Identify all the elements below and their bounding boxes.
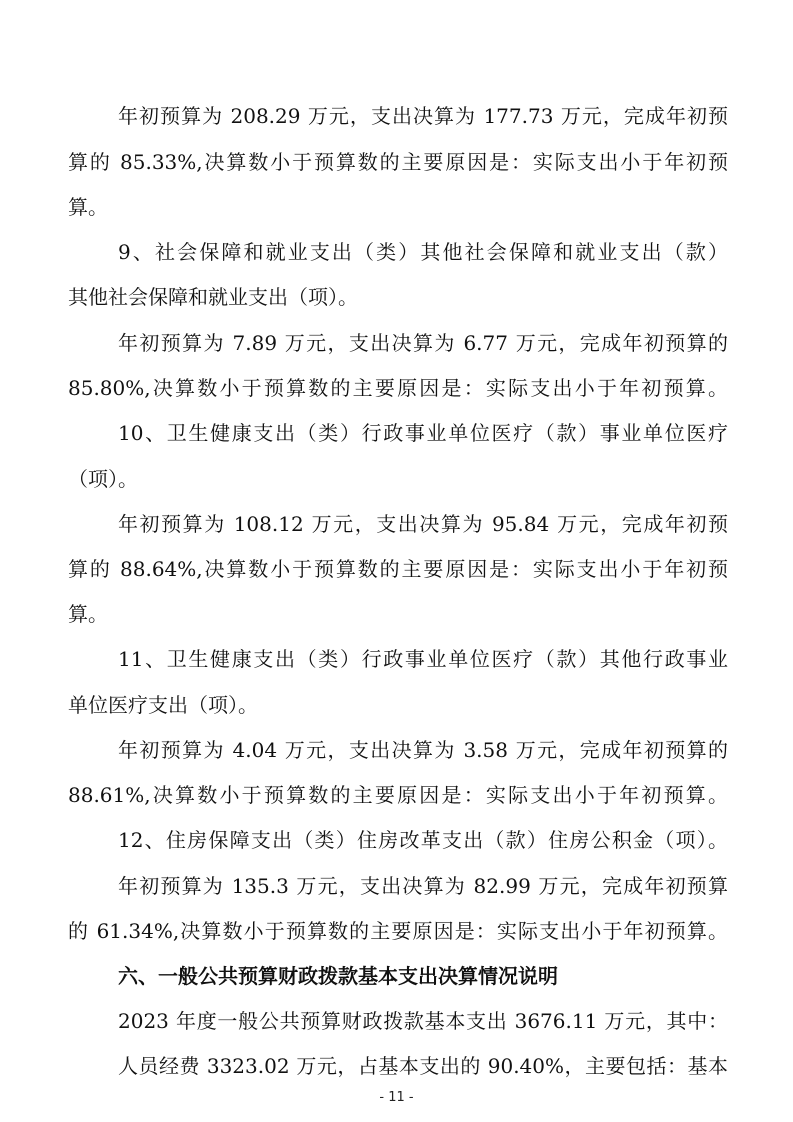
item-heading-line: 9、社会保障和就业支出（类）其他社会保障和就业支出（款） [118,240,728,264]
paragraph-line: 年初预算为 208.29 万元，支出决算为 177.73 万元，完成年初预 [118,104,728,128]
paragraph-line: 算的 85.33%,决算数小于预算数的主要原因是：实际支出小于年初预 [68,150,728,174]
paragraph-line: 88.61%,决算数小于预算数的主要原因是：实际支出小于年初预算。 [68,783,728,807]
paragraph-line: 算的 88.64%,决算数小于预算数的主要原因是：实际支出小于年初预 [68,557,728,581]
item-heading-line: 单位医疗支出（项）。 [68,693,258,717]
paragraph-line: 85.80%,决算数小于预算数的主要原因是：实际支出小于年初预算。 [68,376,728,400]
item-heading-line: 10、卫生健康支出（类）行政事业单位医疗（款）事业单位医疗 [118,421,728,445]
paragraph-line: 的 61.34%,决算数小于预算数的主要原因是：实际支出小于年初预算。 [68,919,728,943]
item-heading-line: 其他社会保障和就业支出（项）。 [68,285,358,309]
paragraph-line: 算。 [68,602,108,626]
paragraph-line: 年初预算为 7.89 万元，支出决算为 6.77 万元，完成年初预算的 [118,331,728,355]
item-heading-line: （项）。 [68,467,138,491]
paragraph-line: 2023 年度一般公共预算财政拨款基本支出 3676.11 万元，其中： [118,1009,728,1033]
paragraph-line: 人员经费 3323.02 万元，占基本支出的 90.40%，主要包括：基本 [118,1054,728,1078]
item-heading-line: 12、住房保障支出（类）住房改革支出（款）住房公积金（项）。 [118,828,728,852]
page-number: - 11 - [379,1090,414,1105]
item-heading-line: 11、卫生健康支出（类）行政事业单位医疗（款）其他行政事业 [118,647,728,671]
paragraph-line: 年初预算为 135.3 万元，支出决算为 82.99 万元，完成年初预算 [118,874,728,898]
section-heading: 六、一般公共预算财政拨款基本支出决算情况说明 [118,964,558,988]
paragraph-line: 算。 [68,195,108,219]
paragraph-line: 年初预算为 108.12 万元，支出决算为 95.84 万元，完成年初预 [118,512,728,536]
paragraph-line: 年初预算为 4.04 万元，支出决算为 3.58 万元，完成年初预算的 [118,738,728,762]
